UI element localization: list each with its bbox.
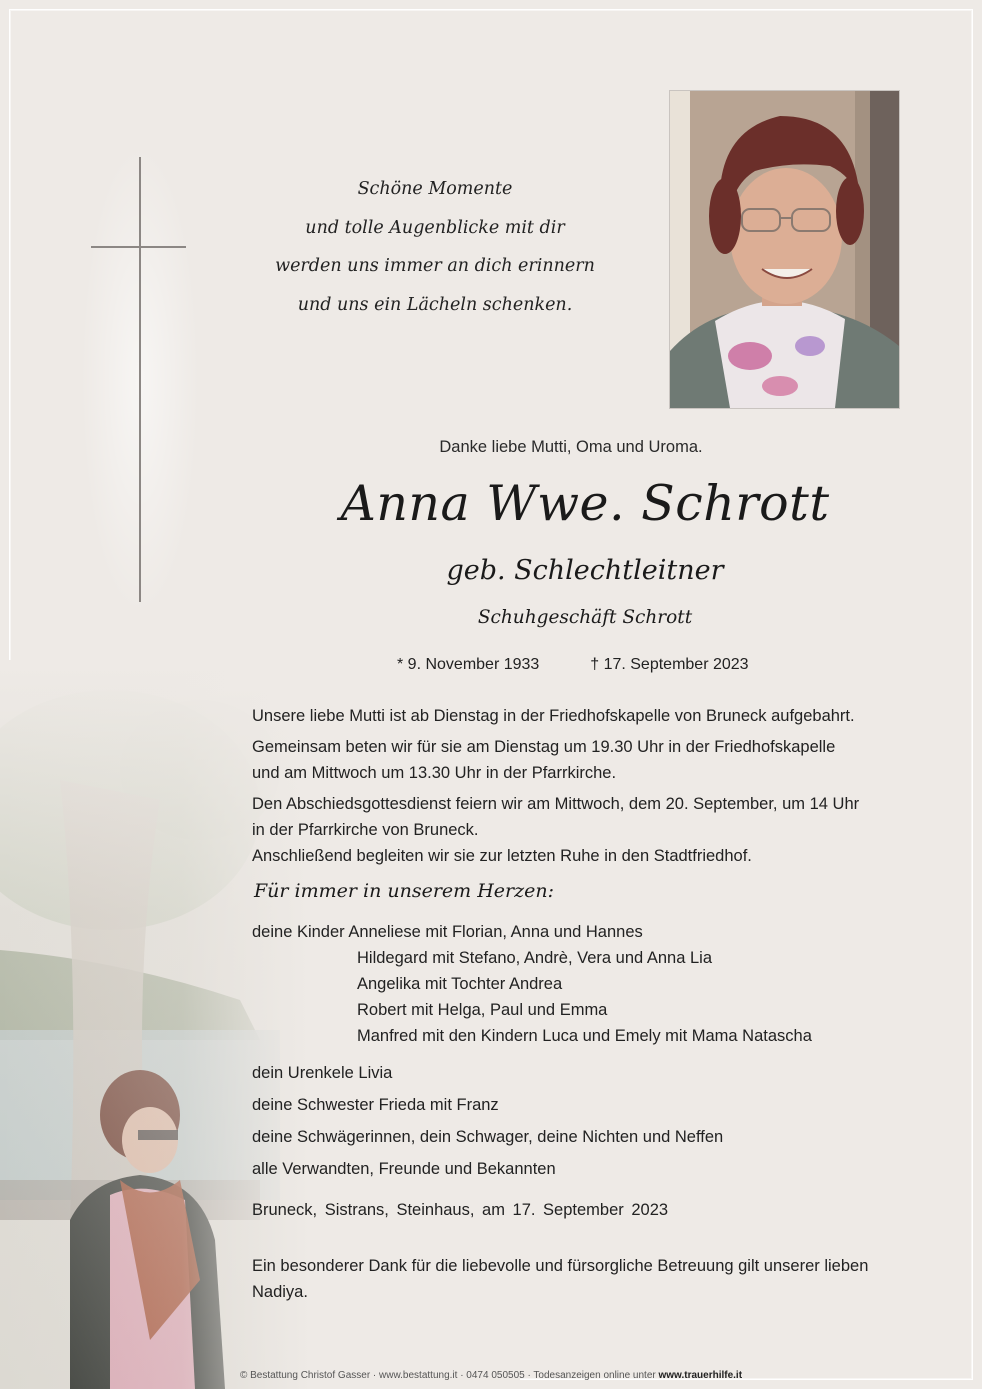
list-item: deine Kinder Anneliese mit Florian, Anna und Hannes — [252, 923, 643, 941]
mourners-heading: Für immer in unserem Herzen: — [254, 880, 555, 902]
portrait-photo — [669, 90, 900, 409]
birth-name: geb. Schlechtleitner — [446, 555, 724, 586]
list-item: deine Schwägerinnen, dein Schwager, deine Nichten und Neffen — [252, 1128, 724, 1146]
poem-line: und tolle Augenblicke mit dir — [305, 217, 565, 238]
poem-line: Schöne Momente — [357, 179, 513, 199]
text-line: Den Abschiedsgottesdienst feiern wir am Mittwoch, dem 20. September, um 14 Uhr — [252, 795, 860, 813]
list-item: dein Urenkele Livia — [252, 1064, 393, 1082]
prayer-paragraph — [252, 734, 835, 786]
list-item: Angelika mit Tochter Andrea — [357, 975, 563, 993]
announcement-paragraph: Unsere liebe Mutti ist ab Dienstag in der Friedhofskapelle von Bruneck aufgebahrt. — [252, 707, 855, 725]
list-item: Robert mit Helga, Paul und Emma — [357, 1001, 608, 1019]
text-line: und am Mittwoch um 13.30 Uhr in der Pfarrkirche. — [252, 764, 617, 782]
poem — [230, 170, 640, 324]
death-date: † 17. September 2023 — [590, 656, 749, 673]
special-thanks: Ein besonderer Dank für die liebevolle und fürsorgliche Betreuung gilt unserer lieben Nadiya. — [252, 1257, 869, 1301]
deceased-name: Anna Wwe. Schrott — [340, 475, 830, 532]
list-item: Manfred mit den Kindern Luca und Emely mit Mama Natascha — [357, 1027, 812, 1045]
list-item: deine Schwester Frieda mit Franz — [252, 1096, 499, 1114]
footer-link[interactable]: www.trauerhilfe.it — [658, 1370, 743, 1381]
thanks-line: Danke liebe Mutti, Oma und Uroma. — [439, 438, 703, 456]
birth-date: * 9. November 1933 — [397, 656, 540, 673]
poem-line: und uns ein Lächeln schenken. — [297, 294, 573, 315]
list-item: Hildegard mit Stefano, Andrè, Vera und Anna Lia — [357, 949, 712, 967]
cross-horizontal-beam — [91, 246, 186, 248]
cross-vertical-beam — [139, 157, 141, 602]
poem-line: werden uns immer an dich erinnern — [275, 256, 595, 276]
list-item: alle Verwandten, Freunde und Bekannten — [252, 1160, 556, 1178]
text-line: Gemeinsam beten wir für sie am Dienstag um 19.30 Uhr in der Friedhofskapelle — [252, 738, 836, 756]
text-line: Anschließend begleiten wir sie zur letzten Ruhe in den Stadtfriedhof. — [252, 847, 752, 865]
mourners-list — [252, 919, 812, 1185]
footer-text: © Bestattung Christof Gasser · www.bestattung.it · 0474 050505 · Todesanzeigen online unter — [239, 1370, 659, 1381]
funeral-paragraph — [252, 791, 859, 869]
footer — [0, 1370, 982, 1381]
text-line: in der Pfarrkirche von Bruneck. — [252, 821, 479, 839]
place-and-date: Bruneck, Sistrans, Steinhaus, am 17. September 2023 — [252, 1201, 669, 1219]
business-name: Schuhgeschäft Schrott — [477, 607, 693, 628]
life-dates — [397, 656, 777, 674]
